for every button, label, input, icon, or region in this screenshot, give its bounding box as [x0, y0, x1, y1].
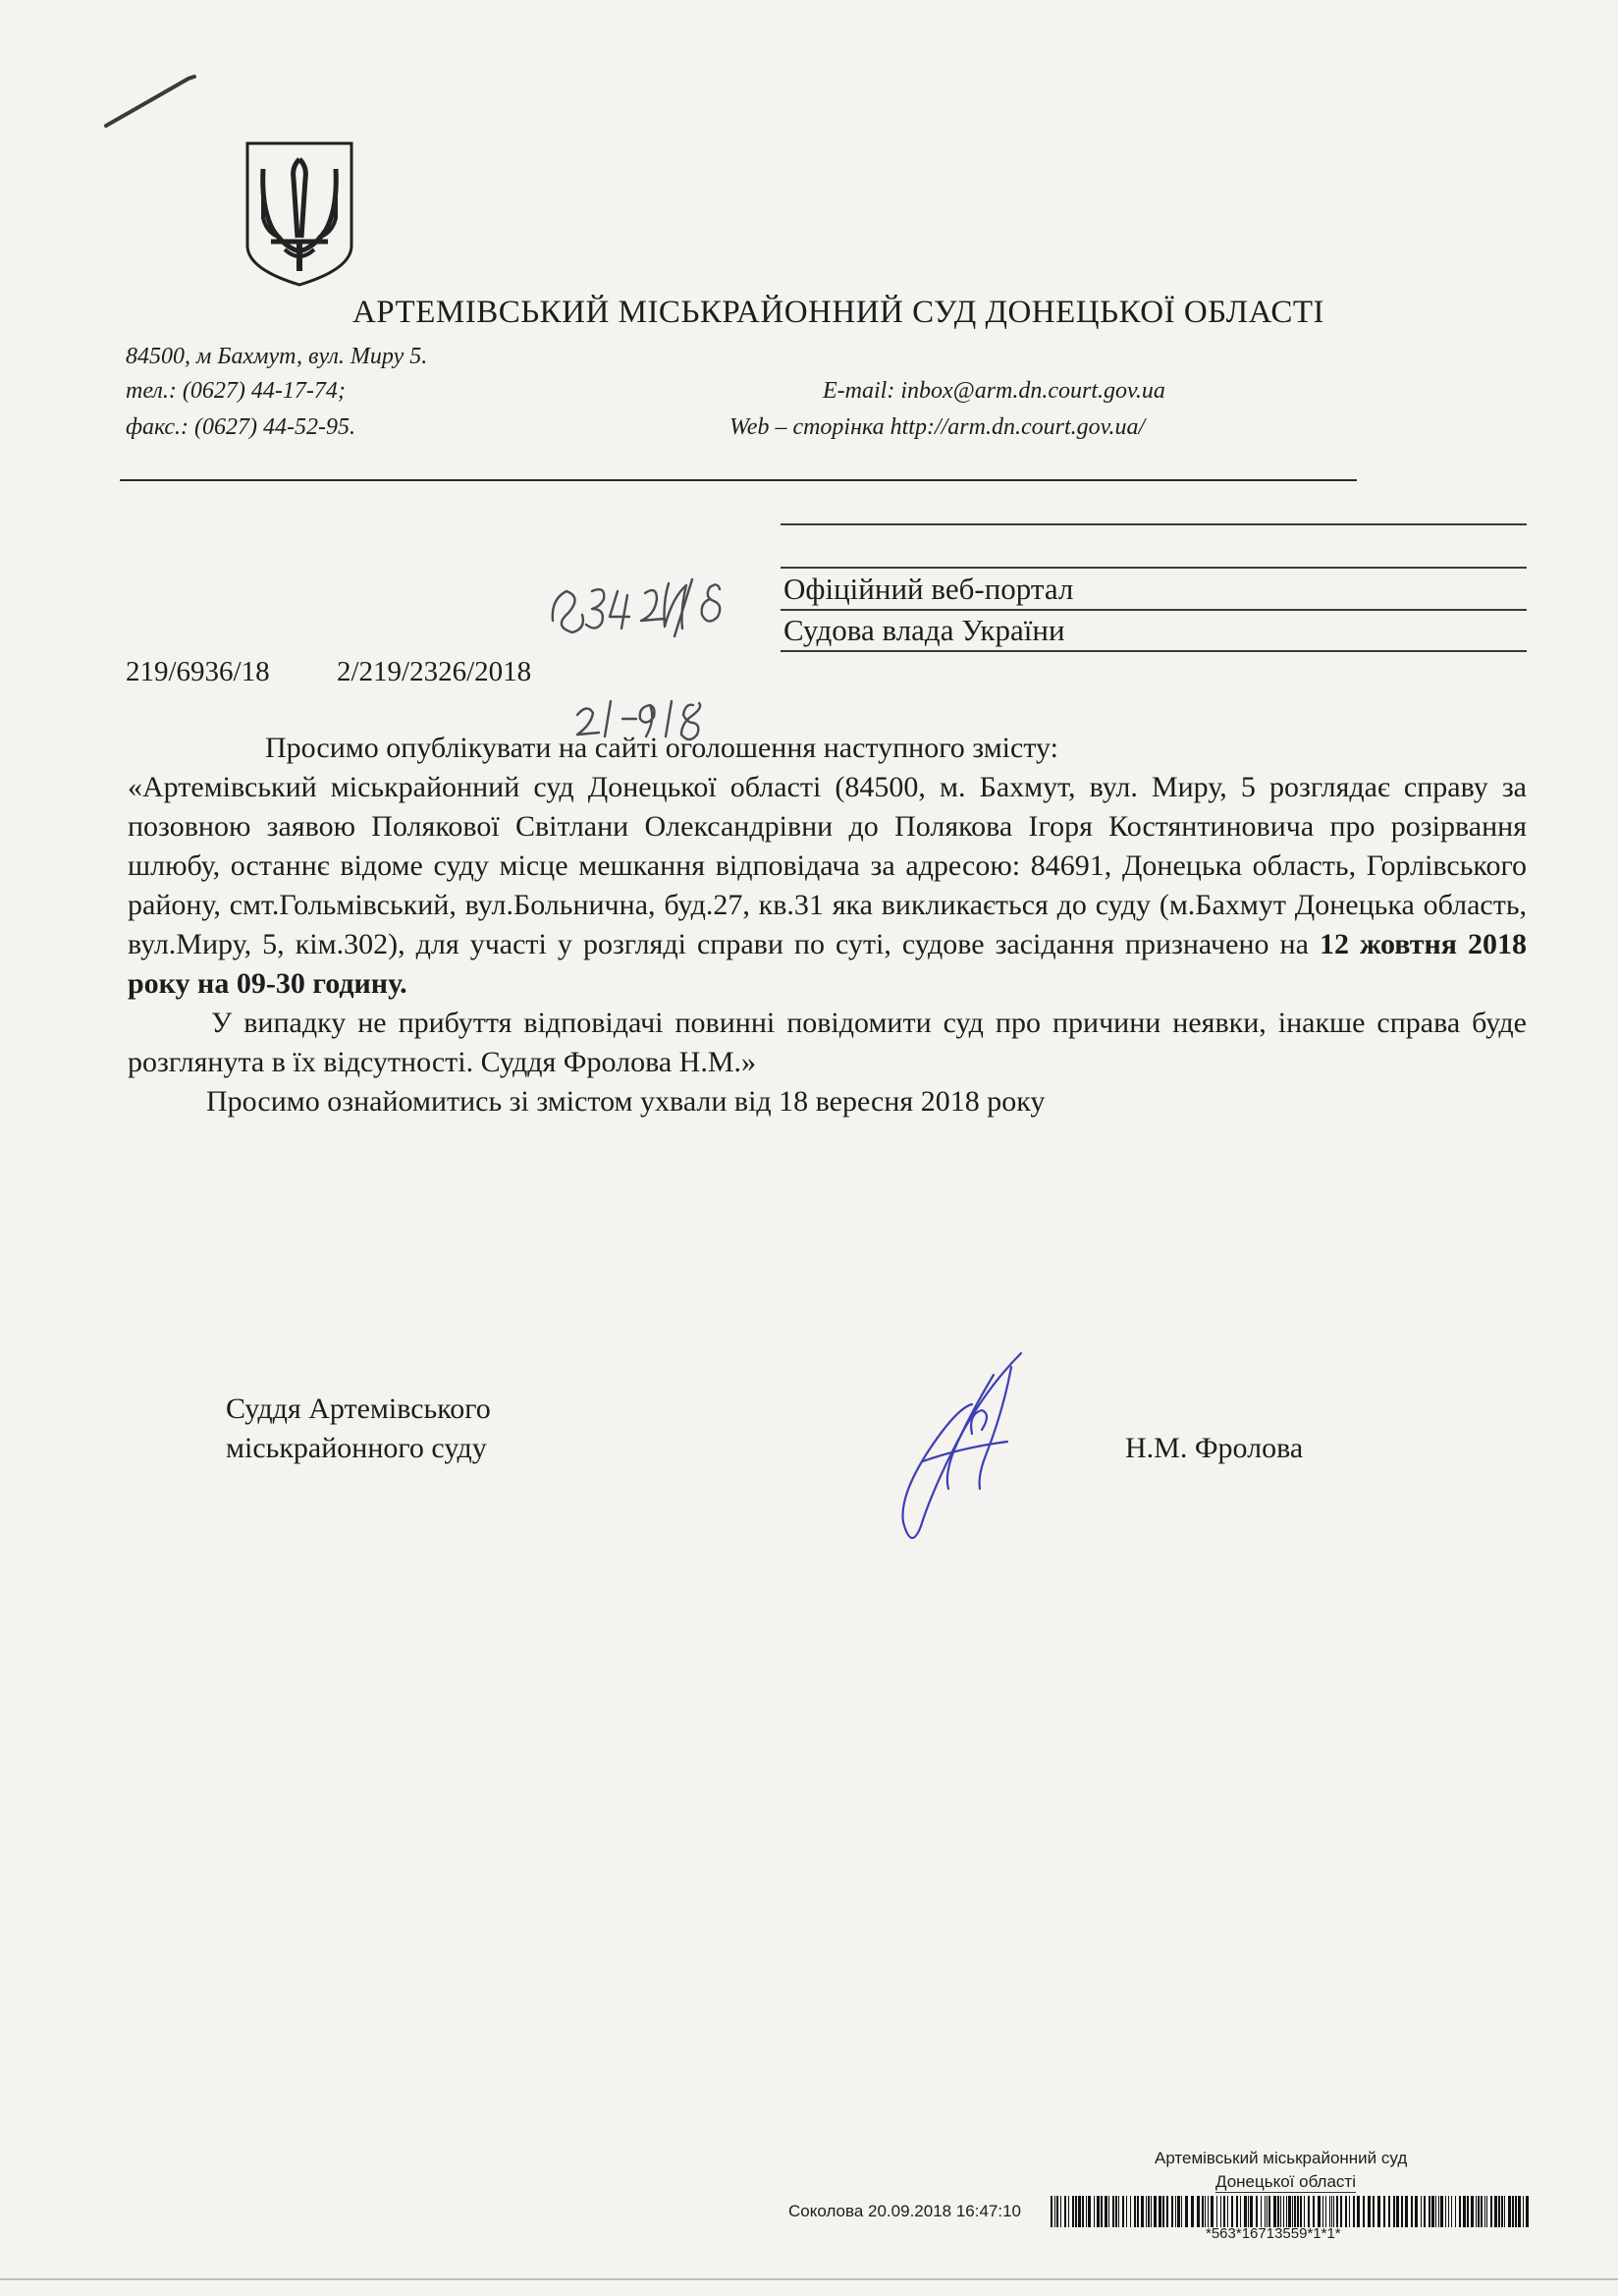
barcode-bar [1288, 2196, 1291, 2227]
court-address: 84500, м Бахмут, вул. Миру 5. [126, 344, 428, 369]
barcode-bar [1216, 2196, 1217, 2227]
barcode-bar [1202, 2196, 1204, 2227]
barcode-bar [1181, 2196, 1182, 2227]
court-website: Web – сторінка http://arm.dn.court.gov.ua/ [729, 414, 1146, 440]
stamp-region: Донецької області [1215, 2172, 1356, 2191]
barcode-bar [1292, 2196, 1293, 2227]
barcode-bar [1349, 2196, 1350, 2227]
barcode-bar [1185, 2196, 1188, 2227]
barcode-bar [1108, 2196, 1109, 2227]
barcode-bar [1396, 2196, 1399, 2227]
barcode-bar [1075, 2196, 1077, 2227]
barcode-bar [1148, 2196, 1150, 2227]
court-fax: факс.: (0627) 44-52-95. [126, 414, 355, 440]
barcode-bar [1248, 2196, 1249, 2227]
barcode-bar [1459, 2196, 1461, 2227]
barcode-bar [1208, 2196, 1209, 2227]
recipient-blank-line [781, 567, 1527, 569]
barcode-bar [1345, 2196, 1347, 2227]
case-number: 219/6936/18 [126, 656, 270, 687]
barcode-bar [1286, 2196, 1287, 2227]
barcode-bar [1054, 2196, 1055, 2227]
announcement-paragraph [128, 768, 1527, 1004]
barcode-bar [1197, 2196, 1200, 2227]
barcode-bar [1455, 2196, 1456, 2227]
barcode-bar [1082, 2196, 1084, 2227]
barcode-bar [1231, 2196, 1233, 2227]
proceeding-number: 2/219/2326/2018 [337, 656, 532, 687]
barcode-bar [1494, 2196, 1497, 2227]
barcode-bar [1227, 2196, 1228, 2227]
barcode-bar [1146, 2196, 1147, 2227]
barcode-bar [1223, 2196, 1225, 2227]
barcode-bar [1512, 2196, 1514, 2227]
barcode-bar [1429, 2196, 1430, 2227]
barcode-bar [1283, 2196, 1284, 2227]
barcode-bar [1134, 2196, 1136, 2227]
barcode-bar [1515, 2196, 1517, 2227]
barcode-bar [1268, 2196, 1270, 2227]
barcode-bar [1244, 2196, 1247, 2227]
barcode-bar [1051, 2196, 1052, 2227]
barcode-bar [1064, 2196, 1066, 2227]
barcode-bar [1486, 2196, 1487, 2227]
barcode-bar [1105, 2196, 1107, 2227]
barcode-bar [1240, 2196, 1241, 2227]
barcode-bar [1504, 2196, 1505, 2227]
barcode-bar [1331, 2196, 1332, 2227]
barcode-bar [1340, 2196, 1342, 2227]
barcode-bar [1353, 2196, 1355, 2227]
barcode-bar [1088, 2196, 1091, 2227]
barcode-bar [1405, 2196, 1408, 2227]
recipient-underline [781, 609, 1527, 611]
barcode-bar [1368, 2196, 1371, 2227]
barcode-bar [1177, 2196, 1180, 2227]
barcode-bar [1273, 2196, 1276, 2227]
intro-paragraph: Просимо опублікувати на сайті оголошення наступного змісту: [265, 732, 1058, 764]
handwritten-reg-number [545, 570, 781, 638]
barcode-bar [1411, 2196, 1413, 2227]
barcode-bar [1191, 2196, 1194, 2227]
barcode-bar [1304, 2196, 1305, 2227]
barcode-bar [1294, 2196, 1296, 2227]
barcode-number: *563*16713559*1*1* [1206, 2225, 1341, 2242]
barcode-bar [1141, 2196, 1144, 2227]
barcode-bar [1112, 2196, 1114, 2227]
barcode-bar [1265, 2196, 1266, 2227]
barcode-bar [1261, 2196, 1262, 2227]
barcode [1051, 2196, 1534, 2227]
barcode-bar [1300, 2196, 1302, 2227]
barcode-bar [1393, 2196, 1395, 2227]
barcode-bar [1236, 2196, 1238, 2227]
recipient-blank-line [781, 523, 1527, 525]
barcode-bar [1205, 2196, 1206, 2227]
barcode-bar [1162, 2196, 1164, 2227]
barcode-bar [1060, 2196, 1061, 2227]
recipient-line-2: Судова влада України [783, 613, 1065, 647]
barcode-bar [1508, 2196, 1511, 2227]
letter-body [128, 729, 1527, 1121]
barcode-bar [1151, 2196, 1152, 2227]
handwritten-signature [864, 1345, 1041, 1561]
barcode-bar [1498, 2196, 1500, 2227]
barcode-bar [1056, 2196, 1058, 2227]
barcode-bar [1137, 2196, 1139, 2227]
barcode-bar [1377, 2196, 1380, 2227]
barcode-bar [1094, 2196, 1095, 2227]
barcode-bar [1078, 2196, 1081, 2227]
barcode-bar [1313, 2196, 1315, 2227]
barcode-bar [1363, 2196, 1365, 2227]
barcode-bar [1440, 2196, 1443, 2227]
barcode-bar [1277, 2196, 1279, 2227]
barcode-bar [1318, 2196, 1321, 2227]
barcode-bar [1068, 2196, 1069, 2227]
barcode-bar [1220, 2196, 1221, 2227]
closing-paragraph: Просимо ознайомитись зі змістом ухвали від 18 вересня 2018 року [206, 1085, 1046, 1118]
barcode-bar [1329, 2196, 1330, 2227]
barcode-bar [1357, 2196, 1360, 2227]
barcode-bar [1373, 2196, 1375, 2227]
barcode-bar [1484, 2196, 1485, 2227]
warning-paragraph: У випадку не прибуття відповідачі повинні повідомити суд про причини неявки, інакше справа буде розглянута в їх відсутності. Суддя Фролова Н.М.» [128, 1007, 1527, 1078]
barcode-bar [1438, 2196, 1439, 2227]
barcode-bar [1086, 2196, 1087, 2227]
signer-title-line-1: Суддя Артемівського [226, 1393, 491, 1425]
barcode-bar [1175, 2196, 1176, 2227]
barcode-bar [1118, 2196, 1119, 2227]
barcode-bar [1526, 2196, 1529, 2227]
barcode-bar [1256, 2196, 1258, 2227]
hearing-date: 12 жовтня 2018 року на 09-30 годину. [128, 928, 1528, 1000]
barcode-bar [1471, 2196, 1474, 2227]
barcode-bar [1130, 2196, 1131, 2227]
signer-title-line-2: міськрайонного суду [226, 1432, 487, 1464]
stamp-court-name: Артемівський міськрайонний суд [1155, 2149, 1408, 2167]
barcode-bar [1097, 2196, 1100, 2227]
barcode-bar [1154, 2196, 1157, 2227]
court-name: АРТЕМІВСЬКИЙ МІСЬКРАЙОННИЙ СУД ДОНЕЦЬКОЇ ОБЛАСТІ [351, 295, 1325, 330]
barcode-bar [1325, 2196, 1326, 2227]
barcode-bar [1333, 2196, 1334, 2227]
court-email: E-mail: inbox@arm.dn.court.gov.ua [823, 378, 1165, 404]
barcode-bar [1383, 2196, 1385, 2227]
barcode-bar [1463, 2196, 1466, 2227]
header-divider [120, 479, 1357, 481]
barcode-bar [1451, 2196, 1452, 2227]
barcode-bar [1481, 2196, 1483, 2227]
barcode-bar [1501, 2196, 1503, 2227]
trident-icon [242, 139, 357, 289]
barcode-bar [1424, 2196, 1426, 2227]
barcode-bar [1388, 2196, 1390, 2227]
barcode-bar [1126, 2196, 1127, 2227]
barcode-bar [1250, 2196, 1253, 2227]
barcode-bar [1280, 2196, 1281, 2227]
barcode-bar [1122, 2196, 1124, 2227]
barcode-bar [1421, 2196, 1422, 2227]
barcode-bar [1322, 2196, 1323, 2227]
court-phone: тел.: (0627) 44-17-74; [126, 378, 346, 404]
barcode-bar [1467, 2196, 1469, 2227]
barcode-bar [1431, 2196, 1434, 2227]
recipient-underline [781, 650, 1527, 652]
pen-mark [98, 69, 216, 137]
barcode-bar [1101, 2196, 1103, 2227]
barcode-bar [1476, 2196, 1477, 2227]
barcode-bar [1171, 2196, 1173, 2227]
barcode-bar [1435, 2196, 1436, 2227]
barcode-bar [1336, 2196, 1338, 2227]
barcode-bar [1478, 2196, 1480, 2227]
barcode-bar [1490, 2196, 1492, 2227]
stamp-operator-timestamp: Соколова 20.09.2018 16:47:10 [788, 2202, 1022, 2220]
barcode-bar [1211, 2196, 1214, 2227]
barcode-bar [1523, 2196, 1524, 2227]
barcode-bar [1166, 2196, 1168, 2227]
barcode-bar [1072, 2196, 1074, 2227]
recipient-line-1: Офіційний веб-портал [783, 572, 1074, 606]
barcode-bar [1448, 2196, 1449, 2227]
barcode-bar [1297, 2196, 1299, 2227]
barcode-bar [1401, 2196, 1403, 2227]
barcode-bar [1115, 2196, 1117, 2227]
barcode-bar [1159, 2196, 1161, 2227]
barcode-bar [1308, 2196, 1310, 2227]
barcode-bar [1518, 2196, 1521, 2227]
announcement-text: «Артемівський міськрайонний суд Донецької області (84500, м. Бахмут, вул. Миру, 5 розглядає справу за позовною заявою Полякової Світлани Олександрівни до Полякова Ігоря Костянтиновича про розірвання шлюбу, останнє відоме суду місце мешкання відповідача за адресою: 84691, Донецька область, Горлівського району, смт.Гольмівський, вул.Больнична, буд.27, кв.31 яка викликається до суду (м.Бахмут Донецька область, вул.Миру, 5, кім.302), для участі у розгляді справи по суті, судове засідання призначено на [128, 771, 1527, 960]
page-bottom-edge [0, 2278, 1618, 2280]
barcode-bar [1415, 2196, 1418, 2227]
barcode-bar [1445, 2196, 1446, 2227]
signer-name: Н.М. Фролова [1125, 1432, 1304, 1464]
